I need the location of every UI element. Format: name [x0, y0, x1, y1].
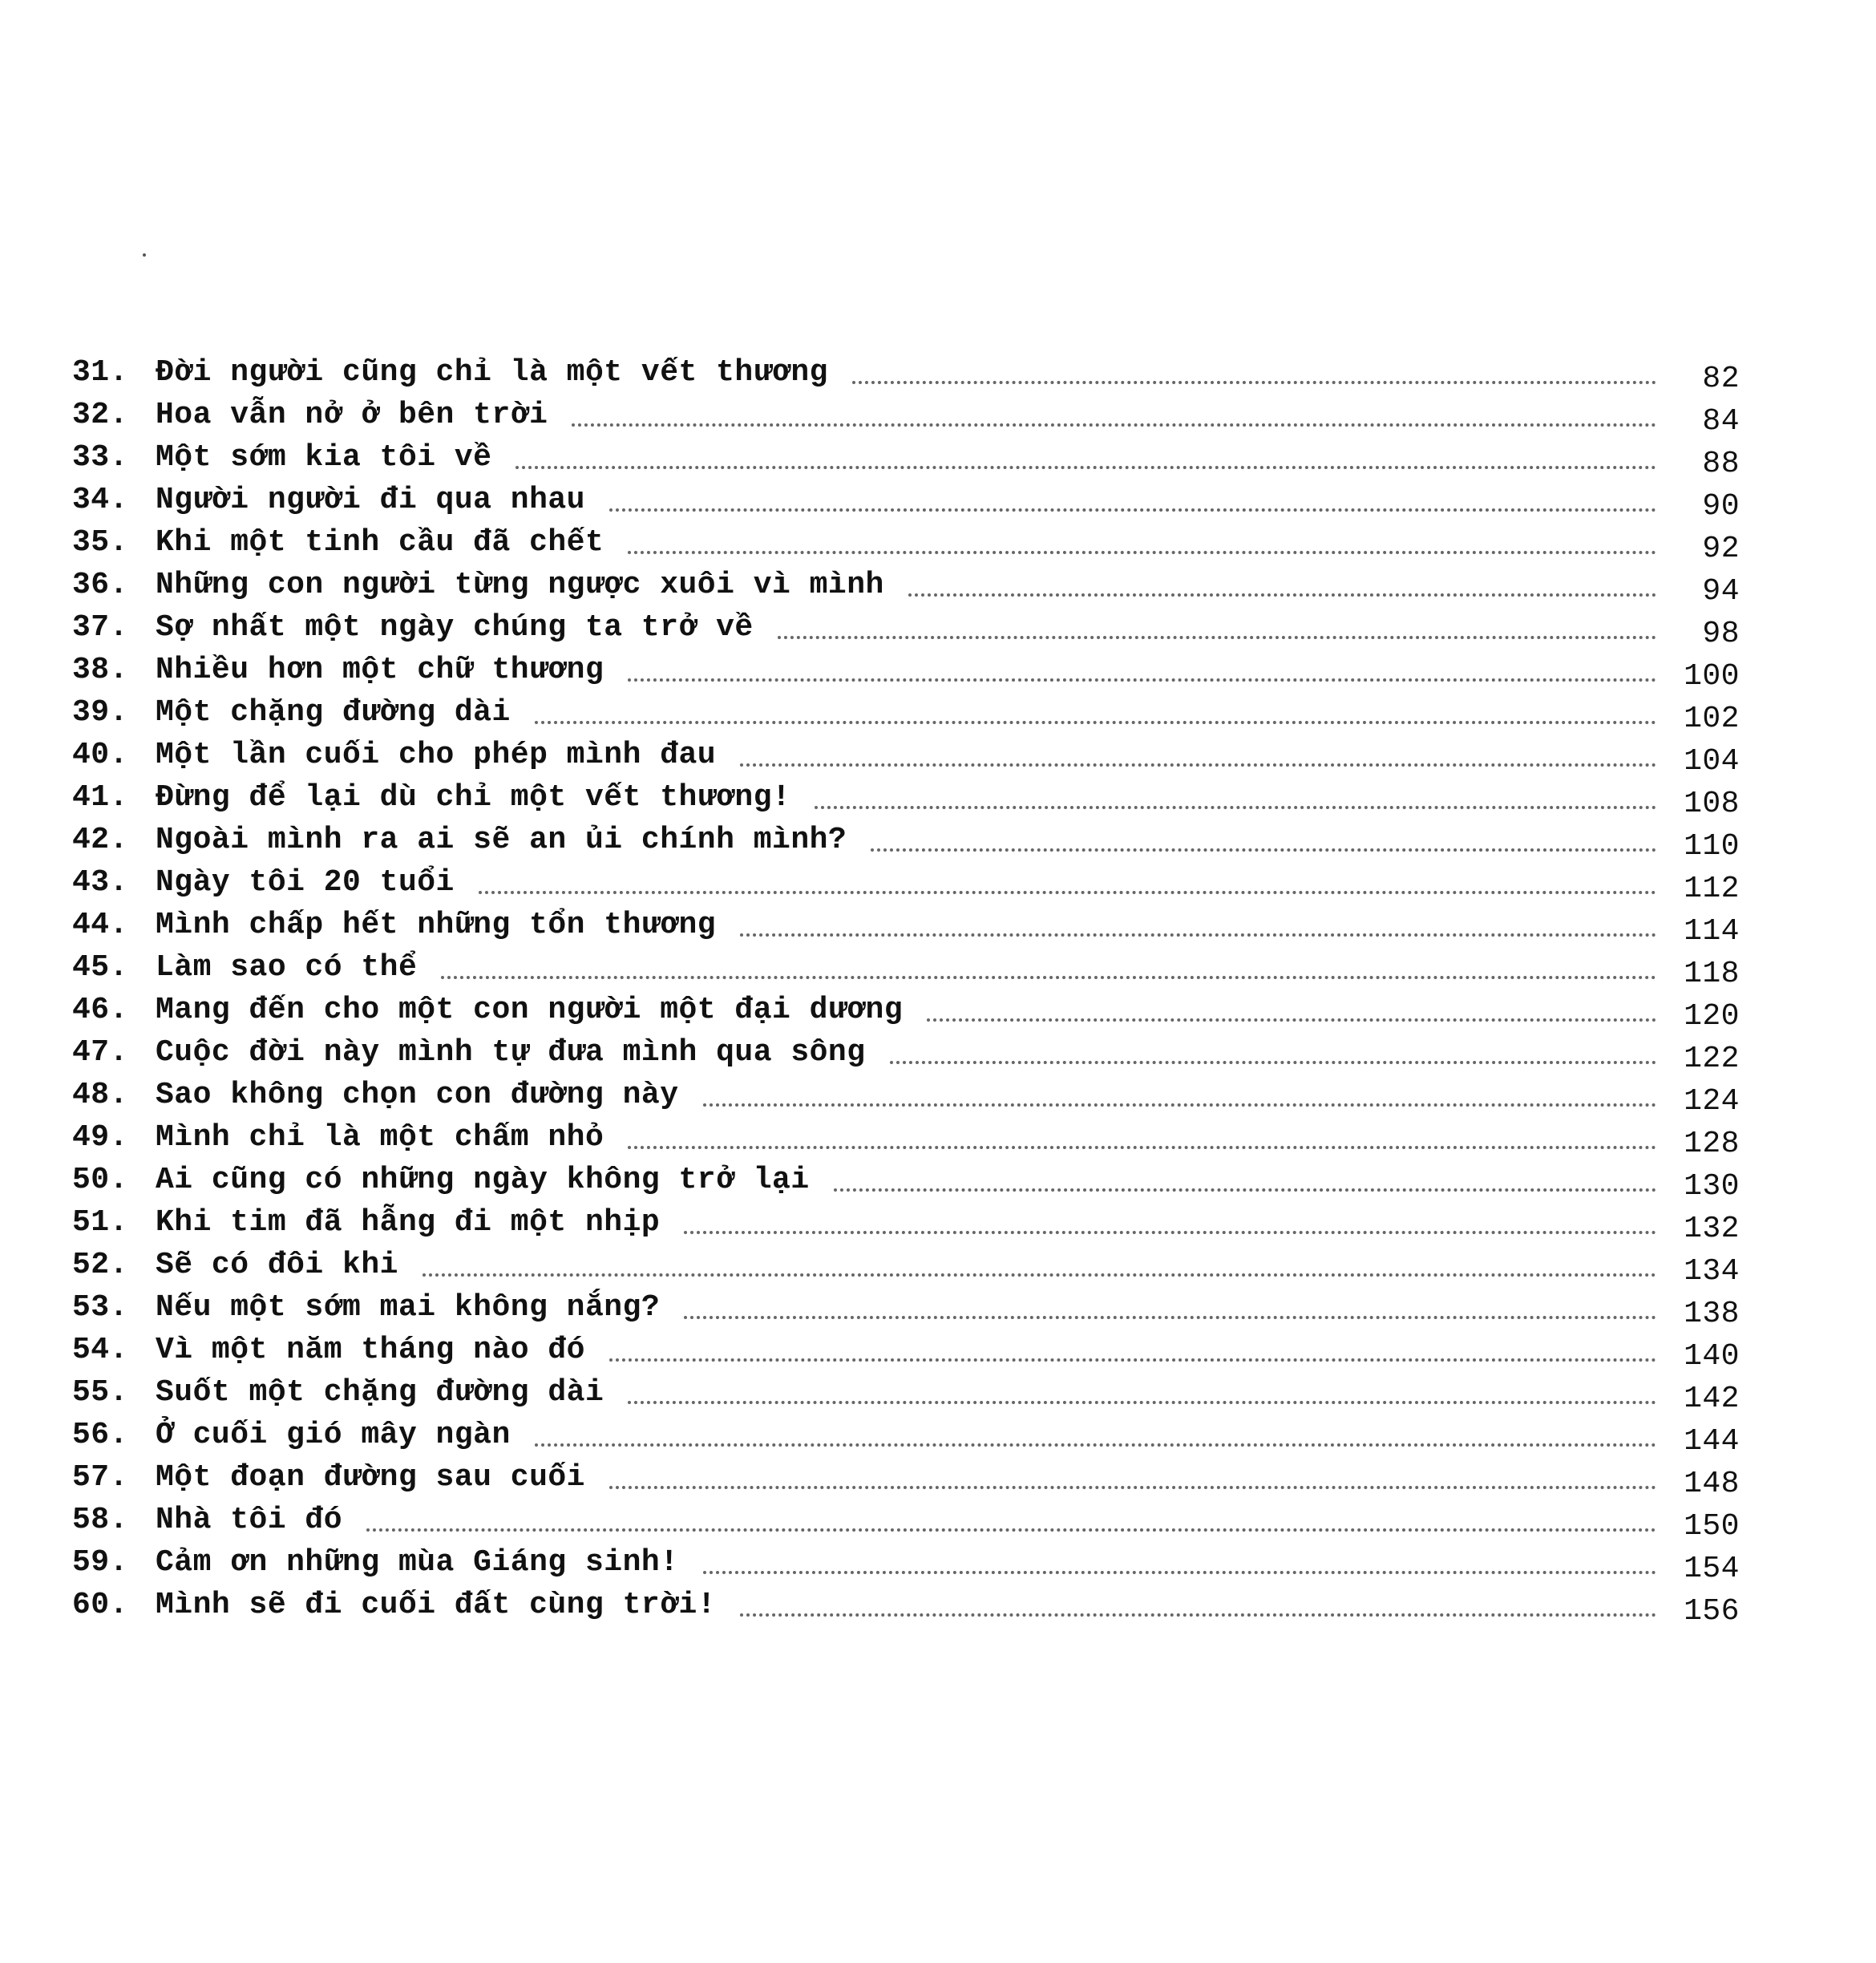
entry-page-number: 134 — [1684, 1254, 1740, 1289]
entry-number: 31. — [72, 355, 128, 390]
toc-entry — [72, 479, 1740, 524]
dot-leader — [515, 436, 1656, 479]
dot-leader — [609, 1329, 1656, 1371]
entry-title: Một đoạn đường sau cuối — [156, 1460, 585, 1495]
toc-entry — [72, 1116, 1740, 1159]
toc-entry — [72, 734, 1740, 779]
entry-number: 58. — [72, 1503, 128, 1537]
toc-entry — [72, 1584, 1740, 1629]
entry-number: 36. — [72, 568, 128, 602]
entry-page-number: 120 — [1684, 999, 1740, 1034]
dot-leader — [852, 351, 1656, 394]
entry-number: 57. — [72, 1460, 128, 1495]
toc-entry — [72, 1159, 1740, 1204]
toc-entry — [72, 606, 1740, 649]
entry-number: 43. — [72, 865, 128, 900]
dot-leader — [740, 1584, 1656, 1626]
entry-page-number: 122 — [1684, 1042, 1740, 1076]
entry-number: 32. — [72, 398, 128, 432]
entry-number: 40. — [72, 738, 128, 772]
toc-entry — [72, 1541, 1740, 1584]
entry-title: Làm sao có thể — [156, 950, 418, 985]
entry-page-number: 154 — [1684, 1552, 1740, 1586]
toc-entry — [72, 1371, 1740, 1414]
dot-leader — [684, 1286, 1656, 1329]
dot-leader — [740, 904, 1656, 946]
entry-page-number: 94 — [1702, 574, 1740, 609]
entry-title: Người người đi qua nhau — [156, 483, 585, 517]
entry-page-number: 88 — [1702, 447, 1740, 481]
entry-title: Sao không chọn con đường này — [156, 1078, 679, 1112]
entry-page-number: 92 — [1702, 532, 1740, 566]
entry-title: Mang đến cho một con người một đại dương — [156, 993, 904, 1027]
entry-number: 51. — [72, 1205, 128, 1240]
toc-entry — [72, 649, 1740, 694]
entry-title: Cuộc đời này mình tự đưa mình qua sông — [156, 1035, 866, 1070]
entry-page-number: 82 — [1702, 362, 1740, 396]
entry-number: 33. — [72, 440, 128, 475]
toc-entry — [72, 1074, 1740, 1119]
dot-leader — [609, 1456, 1656, 1499]
entry-page-number: 142 — [1684, 1382, 1740, 1416]
entry-title: Khi một tinh cầu đã chết — [156, 525, 604, 560]
entry-number: 37. — [72, 610, 128, 645]
entry-title: Ở cuối gió mây ngàn — [156, 1418, 511, 1452]
entry-number: 42. — [72, 823, 128, 857]
toc-entry — [72, 861, 1740, 904]
entry-title: Vì một năm tháng nào đó — [156, 1333, 585, 1367]
entry-page-number: 90 — [1702, 489, 1740, 524]
dot-leader — [703, 1074, 1656, 1116]
dot-leader — [423, 1244, 1656, 1286]
dot-leader — [684, 1201, 1656, 1244]
toc-entry — [72, 1031, 1740, 1074]
toc-entry — [72, 1329, 1740, 1374]
dot-leader — [834, 1159, 1656, 1201]
toc-entry — [72, 776, 1740, 819]
entry-number: 55. — [72, 1375, 128, 1410]
entry-number: 53. — [72, 1290, 128, 1325]
dot-leader — [628, 649, 1656, 691]
stray-mark — [143, 253, 146, 257]
entry-title: Nhà tôi đó — [156, 1503, 343, 1537]
toc-entry — [72, 1244, 1740, 1289]
entry-number: 48. — [72, 1078, 128, 1112]
dot-leader — [703, 1541, 1656, 1584]
entry-page-number: 112 — [1684, 872, 1740, 906]
dot-leader — [366, 1499, 1656, 1541]
entry-title: Khi tim đã hẫng đi một nhịp — [156, 1205, 661, 1240]
toc-entry — [72, 351, 1740, 394]
entry-page-number: 130 — [1684, 1169, 1740, 1204]
entry-title: Một chặng đường dài — [156, 695, 511, 730]
entry-page-number: 102 — [1684, 702, 1740, 736]
entry-number: 50. — [72, 1163, 128, 1197]
toc-entry — [72, 394, 1740, 439]
entry-title: Những con người từng ngược xuôi vì mình — [156, 568, 884, 602]
entry-number: 35. — [72, 525, 128, 560]
entry-title: Hoa vẫn nở ở bên trời — [156, 398, 548, 432]
entry-number: 47. — [72, 1035, 128, 1070]
entry-title: Đời người cũng chỉ là một vết thương — [156, 355, 828, 390]
dot-leader — [535, 1414, 1656, 1456]
dot-leader — [778, 606, 1656, 649]
dot-leader — [628, 1371, 1656, 1414]
toc-entry — [72, 1456, 1740, 1499]
dot-leader — [890, 1031, 1656, 1074]
toc-entry — [72, 521, 1740, 564]
entry-number: 34. — [72, 483, 128, 517]
table-of-contents — [72, 351, 1740, 1629]
toc-entry — [72, 946, 1740, 989]
entry-title: Sẽ có đôi khi — [156, 1248, 398, 1282]
entry-title: Mình chỉ là một chấm nhỏ — [156, 1120, 604, 1155]
toc-entry — [72, 819, 1740, 864]
toc-entry — [72, 564, 1740, 609]
entry-number: 45. — [72, 950, 128, 985]
entry-number: 44. — [72, 908, 128, 942]
dot-leader — [572, 394, 1656, 436]
toc-entry — [72, 1201, 1740, 1244]
toc-entry — [72, 1286, 1740, 1329]
entry-page-number: 110 — [1684, 829, 1740, 864]
dot-leader — [927, 989, 1656, 1031]
entry-page-number: 104 — [1684, 744, 1740, 779]
dot-leader — [815, 776, 1656, 819]
toc-entry — [72, 691, 1740, 734]
dot-leader — [628, 1116, 1656, 1159]
entry-title: Đừng để lại dù chỉ một vết thương! — [156, 780, 791, 815]
entry-title: Nhiều hơn một chữ thương — [156, 653, 604, 687]
entry-title: Mình sẽ đi cuối đất cùng trời! — [156, 1588, 717, 1622]
entry-page-number: 150 — [1684, 1509, 1740, 1544]
entry-page-number: 118 — [1684, 957, 1740, 991]
entry-title: Ngoài mình ra ai sẽ an ủi chính mình? — [156, 823, 847, 857]
entry-page-number: 132 — [1684, 1212, 1740, 1246]
entry-page-number: 98 — [1702, 617, 1740, 651]
entry-number: 60. — [72, 1588, 128, 1622]
dot-leader — [535, 691, 1656, 734]
entry-number: 49. — [72, 1120, 128, 1155]
entry-number: 38. — [72, 653, 128, 687]
entry-number: 39. — [72, 695, 128, 730]
dot-leader — [441, 946, 1656, 989]
entry-page-number: 100 — [1684, 659, 1740, 694]
entry-page-number: 144 — [1684, 1424, 1740, 1459]
dot-leader — [479, 861, 1656, 904]
entry-title: Ai cũng có những ngày không trở lại — [156, 1163, 810, 1197]
toc-entry — [72, 1499, 1740, 1544]
entry-page-number: 124 — [1684, 1084, 1740, 1119]
entry-number: 52. — [72, 1248, 128, 1282]
entry-title: Sợ nhất một ngày chúng ta trở về — [156, 610, 754, 645]
toc-entry — [72, 989, 1740, 1034]
entry-title: Ngày tôi 20 tuổi — [156, 865, 455, 900]
toc-entry — [72, 1414, 1740, 1459]
dot-leader — [740, 734, 1656, 776]
toc-entry — [72, 904, 1740, 949]
entry-title: Một sớm kia tôi về — [156, 440, 492, 475]
entry-title: Một lần cuối cho phép mình đau — [156, 738, 717, 772]
dot-leader — [908, 564, 1656, 606]
entry-number: 41. — [72, 780, 128, 815]
entry-number: 56. — [72, 1418, 128, 1452]
entry-page-number: 114 — [1684, 914, 1740, 949]
entry-title: Mình chấp hết những tổn thương — [156, 908, 717, 942]
entry-number: 46. — [72, 993, 128, 1027]
dot-leader — [871, 819, 1656, 861]
toc-entry — [72, 436, 1740, 479]
entry-page-number: 138 — [1684, 1297, 1740, 1331]
entry-page-number: 84 — [1702, 404, 1740, 439]
entry-page-number: 128 — [1684, 1127, 1740, 1161]
entry-title: Nếu một sớm mai không nắng? — [156, 1290, 661, 1325]
entry-page-number: 156 — [1684, 1594, 1740, 1629]
entry-title: Cảm ơn những mùa Giáng sinh! — [156, 1545, 679, 1580]
dot-leader — [609, 479, 1656, 521]
entry-number: 59. — [72, 1545, 128, 1580]
entry-title: Suốt một chặng đường dài — [156, 1375, 604, 1410]
entry-number: 54. — [72, 1333, 128, 1367]
entry-page-number: 148 — [1684, 1467, 1740, 1501]
dot-leader — [628, 521, 1656, 564]
entry-page-number: 108 — [1684, 787, 1740, 821]
entry-page-number: 140 — [1684, 1339, 1740, 1374]
